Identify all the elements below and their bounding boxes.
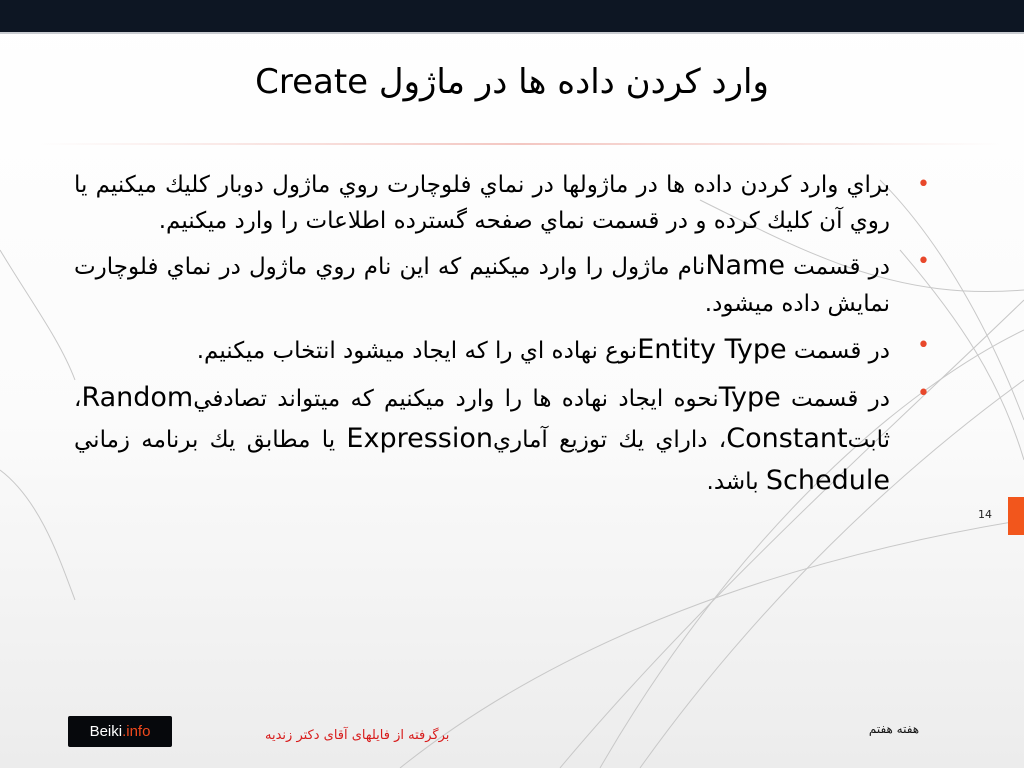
bullet-item [74,168,934,239]
bullet-marker: • [917,172,930,197]
bullet-text: در قسمت [780,385,890,412]
english-term: Entity Type [637,333,787,365]
bullet-text: نوع نهاده اي را كه ايجاد ميشود انتخاب ميكنيم. [196,337,638,364]
bullet-text: در قسمت [786,337,890,364]
bullet-marker: • [917,249,930,275]
english-term: Random [81,381,194,413]
bullet-item [74,377,934,503]
page-number: 14 [978,508,992,521]
slide-title: وارد كردن داده ها در ماژول Create [255,62,769,102]
english-term: Constant [726,423,848,455]
footer-week: هفته هفتم [868,722,920,736]
accent-tab [1008,497,1024,535]
english-term: Name [705,250,785,282]
bullet-text: باشد. [706,469,766,496]
bullet-marker: • [917,332,930,358]
bullet-text: نام ماژول را وارد ميكنيم كه اين نام روي ماژول در نماي فلوچارت نمايش داده ميشود. [74,254,890,318]
bullet-text: ، داراي يك توزيع آماري [492,427,727,454]
english-term: Schedule [765,465,890,497]
bullet-text: يا مطابق يك برنامه زماني [74,427,347,454]
bullet-item [74,245,934,322]
bullet-text: ، ثابت [74,385,891,454]
bullet-text: در قسمت [784,254,890,281]
logo-domain: .info [122,723,151,740]
bullet-text: نحوه ايجاد نهاده ها را وارد ميكنيم كه ميتواند تصادفي [193,385,719,412]
title-divider [40,143,1000,145]
bullet-text: براي وارد كردن داده ها در ماژولها در نماي فلوچارت روي ماژول دوبار كليك ميكنيم يا روي آن كليك كرده و در قسمت نماي صفحه گسترده اطلاعات را وارد ميكنيم. [74,172,890,234]
english-term: Expression [346,423,493,455]
bullet-marker: • [917,380,930,406]
beiki-logo [68,716,172,747]
bullet-item [74,329,934,371]
bullet-list [74,168,934,508]
logo-name: Beiki [89,723,123,740]
footer-credit: برگرفته از فایلهای آقای دکتر زندیه [265,728,450,743]
english-term: Type [718,381,781,413]
